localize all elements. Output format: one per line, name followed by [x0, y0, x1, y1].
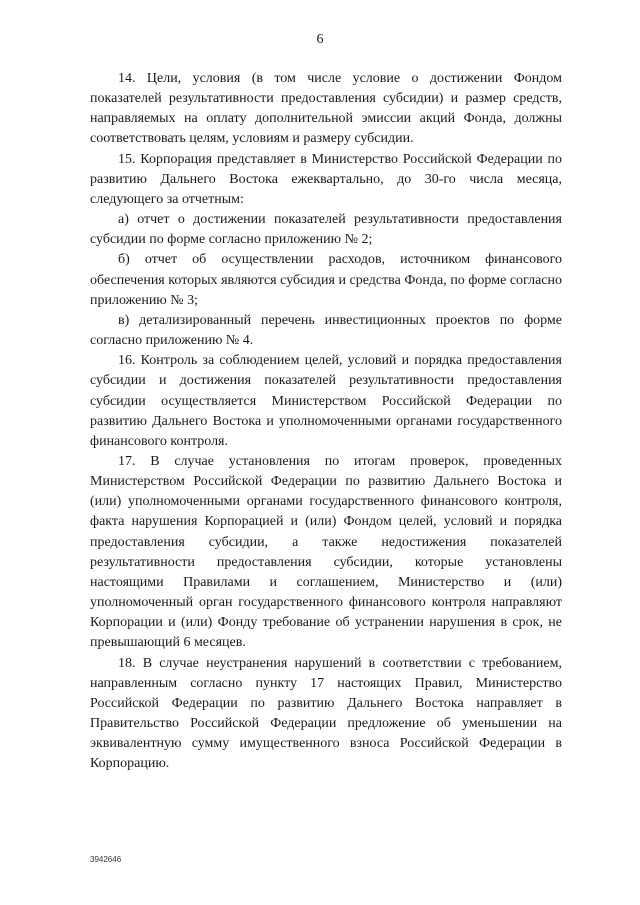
paragraph-15v: в) детализированный перечень инвестиционных проектов по форме согласно приложению № 4. [90, 312, 562, 349]
page-number: 6 [316, 32, 324, 47]
document-body [90, 69, 562, 774]
paragraph-15: 15. Корпорация представляет в Министерство Российской Федерации по развитию Дальнего Востока ежеквартально, до 30-го числа месяца, следующего за отчетным: [90, 151, 562, 207]
paragraph-16: 16. Контроль за соблюдением целей, условий и порядка предоставления субсидии и достижения показателей результативности предоставления субсидии осуществляется Министерством Российской Федерации по развитию Дальнего Востока и уполномоченными органами государственного финансового контроля. [90, 353, 562, 449]
paragraph-18: 18. В случае неустранения нарушений в соответствии с требованием, направленным согласно пункту 17 настоящих Правил, Министерство Российской Федерации по развитию Дальнего Востока направляет в Правительство Российской Федерации предложение об уменьшении на эквивалентную сумму имущественного взноса Российской Федерации в Корпорацию. [90, 655, 562, 772]
paragraph-15b: б) отчет об осуществлении расходов, источником финансового обеспечения которых являются субсидия и средства Фонда, по форме согласно приложению № 3; [90, 252, 562, 308]
paragraph-17: 17. В случае установления по итогам проверок, проведенных Министерством Российской Федерации по развитию Дальнего Востока и (или) уполномоченными органами государственного финансового контроля, факта нарушения Корпорацией и (или) Фондом целей, условий и порядка предоставления субсидии, а также недостижения показателей результативности предоставления субсидии, которые установлены настоящими Правилами и соглашением, Министерство и (или) уполномоченный орган государственного финансового контроля направляют Корпорации и (или) Фонду требование об устранении нарушения в срок, не превышающий 6 месяцев. [90, 453, 562, 651]
paragraph-15a: а) отчет о достижении показателей результативности предоставления субсидии по форме согласно приложению № 2; [90, 212, 562, 248]
document-code: 3942646 [90, 855, 122, 864]
paragraph-14: 14. Цели, условия (в том числе условие о достижении Фондом показателей результативности предоставления субсидии) и размер средств, направляемых на оплату дополнительной эмиссии акций Фонда, должны соответствовать целям, условиям и размеру субсидии. [90, 71, 562, 147]
